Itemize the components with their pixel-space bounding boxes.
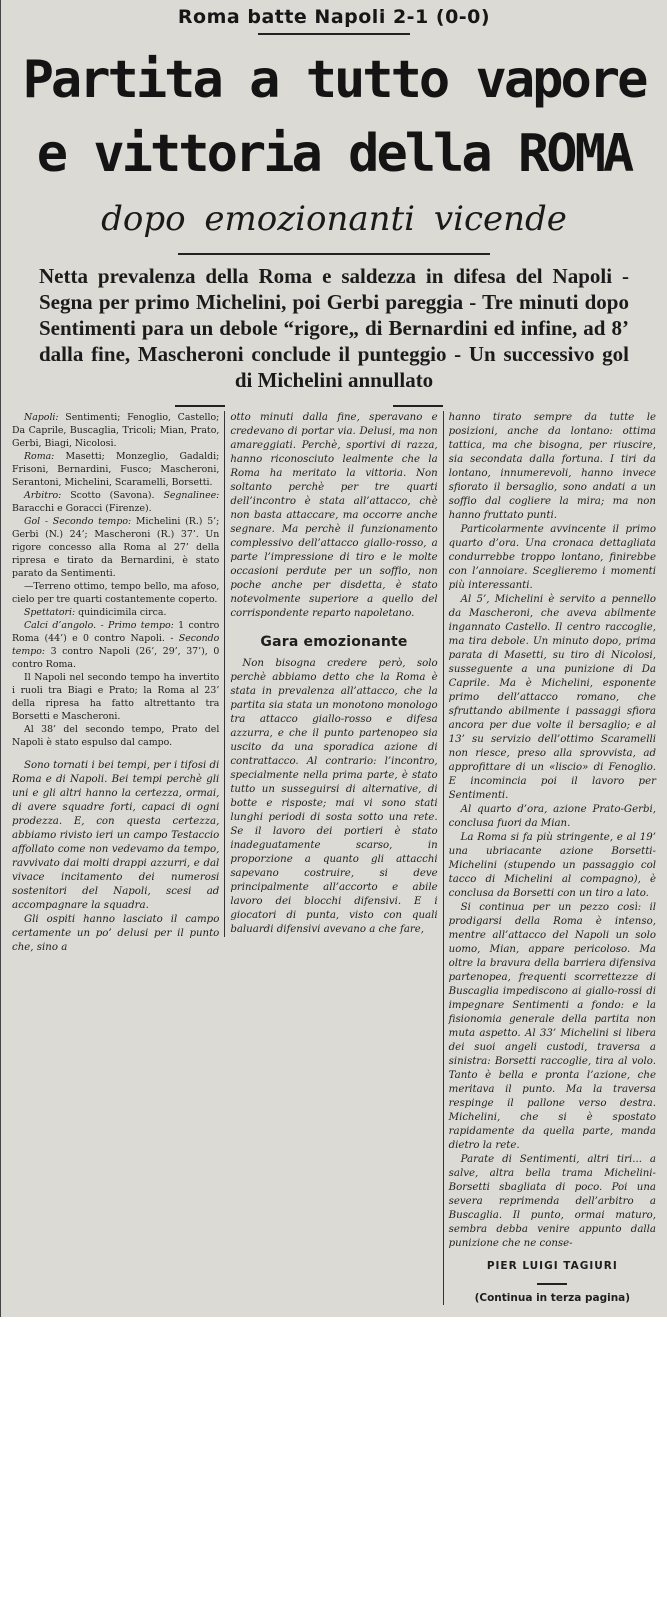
goals-label: Gol - Secondo tempo: xyxy=(24,516,132,527)
first-half-corners: 1 contro Roma (44’) e 0 contro Napoli. - xyxy=(12,620,220,644)
linesmen-names: Baracchi e Goracci (Firenze). xyxy=(12,503,152,514)
article-columns xyxy=(7,411,661,1305)
referee-name: Scotto (Savona). xyxy=(70,490,155,501)
body-paragraph: Non bisogna credere però, solo perchè abbiamo detto che la Roma è stata in prevalenza all’attacco, che la partita sia stata un monotono monologo tra attacco giallo-rosso e difesa azzurra, e che il punto partenopeo sia uscito da una sporadica azione di contrattacco. Al contrario: l’incontro, specialmente nella prima parte, è stato tutto un susseguirsi di alternative, di botte e risposte; mai vi sono stati lunghi periodi di sosta sotto una rete. Se il lavoro dei portieri è stato inadeguatamente scarso, in proporzione a quanto gli attacchi sapevano costruire, si deve principalmente all’accorto e abile lavoro dei blocchi difensivi. E i giocatori di punta, visto con quali baluardi difensivi avevano a che fare, xyxy=(230,658,438,935)
goals-line xyxy=(12,515,219,580)
body-paragraph: Particolarmente avvincente il primo quarto d’ora. Una cronaca dettagliata condurrebbe troppo lontano, finirebbe con l’annoiare. Sceglieremo i momenti più interessanti. xyxy=(448,524,656,591)
goals-text: Michelini (R.) 5’; Gerbi (N.) 24’; Mascheroni (R.) 37’. Un rigore concesso alla Roma al 27’ della ripresa e tirato da Bernardini, è stato parato da Sentimenti. xyxy=(12,516,220,579)
spectators-label: Spettatori: xyxy=(24,607,76,618)
spectators-line xyxy=(12,606,219,619)
body-paragraph: otto minuti dalla fine, speravano e credevano di portar via. Delusi, ma non amareggiati. Perchè, sportivi di razza, hanno riconosciuto lealmente che la Roma ha meritato la vittoria. Non soltanto perchè per tre quarti dell’incontro è stata all’attacco, chè non basta attaccare, ma occorre anche segnare. Ma perchè il funzionamento complessivo dell’attacco giallo-rosso, a parte l’impressione di tiro e le molte occasioni perdute per un soffio, non poche anche per disdetta, è stato notevolmente superiore a quello del corrispondente reparto napoletano. xyxy=(230,412,438,619)
referee-label: Arbitro: xyxy=(24,490,62,501)
column-top-rule xyxy=(443,405,661,407)
column-1 xyxy=(7,411,224,955)
linesmen-label: Segnalinee: xyxy=(163,490,220,501)
expulsion-line: Al 38’ del secondo tempo, Prato del Napoli è stato espulso dal campo. xyxy=(12,724,220,748)
column-top-rule xyxy=(7,405,225,407)
subheadline: dopo emozionanti vicende xyxy=(101,199,567,239)
lineup-roma-label: Roma: xyxy=(24,451,55,462)
byline: PIER LUIGI TAGIURI xyxy=(486,1260,618,1272)
column-top-rule xyxy=(225,405,443,407)
spectators-value: quindicimila circa. xyxy=(78,607,167,618)
corners-label: Calci d’angolo. - xyxy=(24,620,104,631)
column-top-rules xyxy=(7,405,661,407)
column-3 xyxy=(443,411,661,1305)
column-2 xyxy=(224,411,442,937)
summary-deck: Netta prevalenza della Roma e saldezza in difesa del Napoli - Segna per primo Michelini, poi Gerbi pareggia - Tre minuti dopo Sentimenti para un debole “rigore„ di Bernardini ed infine, ad 8’ dalla fine, Mascheroni conclude il punteggio - Un successivo gol di Michelini annullato xyxy=(39,264,629,392)
headline-line-2: e vittoria della ROMA xyxy=(36,124,632,184)
referee-line xyxy=(12,489,219,515)
second-half-label: Secondo tempo: xyxy=(12,633,220,657)
weather-line: —Terreno ottimo, tempo bello, ma afoso, cielo per tre quarti costantemente coperto. xyxy=(12,581,220,605)
byline-rule xyxy=(537,1283,567,1285)
body-paragraph: Al 5’, Michelini è servito a pennello da Mascheroni, che aveva abilmente ingannato Castello. Il centro raccoglie, ma tira debole. Un minuto dopo, prima parata di Masetti, su tiro di Nicolosi, susseguente a una punizione di Da Caprile. Ma è Michelini, esponente primo dell’attacco romano, che sfruttando abilmente i passaggi sfiora ancora per due volte il bersaglio; e al 13’ su servizio dell’ottimo Scaramelli non riesce, preso alla sprovvista, ad approfittare di un «liscio» di Fenoglio. E incomincia poi il lavoro per Sentimenti. xyxy=(448,594,656,801)
lineup-roma xyxy=(12,450,219,489)
kicker-rule xyxy=(258,33,410,35)
lineup-napoli-players: Sentimenti; Fenoglio, Castello; Da Caprile, Buscaglia, Tricoli; Mian, Prato, Gerbi, Biagi, Nicolosi. xyxy=(12,412,220,449)
section-heading: Gara emozionante xyxy=(260,634,408,650)
body-paragraph: Sono tornati i bei tempi, per i tifosi di Roma e di Napoli. Bei tempi perchè gli uni e gli altri hanno la certezza, ormai, di avere squadre forti, capaci di ogni prodezza. E, con questa certezza, abbiamo rivisto ieri un campo Testaccio affollato come non vedevamo da tempo, ravvivato dai molti drappi azzurri, e dal vivace incitamento dei numerosi sostenitori del Napoli, scesi ad accompagnare la squadra. xyxy=(12,760,220,911)
body-paragraph: Si continua per un pezzo così: il prodigarsi della Roma è intenso, mentre all’attacco del Napoli un solo uomo, Mian, appare pericoloso. Ma oltre la bravura della barriera difensiva partenopea, frequenti scorrettezze di Buscaglia impediscono ai giallo-rossi di impegnare Sentimenti a fondo: e la fisionomia generale della partita non muta aspetto. Al 33’ Michelini si libera dei suoi angeli custodi, traversa a sinistra: Borsetti raccoglie, tira al volo. Tanto è bella e pronta l’azione, che meritava il punto. Ma la traversa respinge il pallone verso destra. Michelini, che si è spostato rapidamente da quella parte, manda dietro la rete. xyxy=(448,902,656,1151)
first-half-label: Primo tempo: xyxy=(108,620,174,631)
continuation-note: (Continua in terza pagina) xyxy=(474,1292,631,1304)
lineup-roma-players: Masetti; Monzeglio, Gadaldi; Frisoni, Bernardini, Fusco; Mascheroni, Serantoni, Michelini, Scaramelli, Borsetti. xyxy=(12,451,220,488)
body-paragraph: La Roma si fa più stringente, e al 19’ una ubriacante azione Borsetti-Michelini (stupendo un passaggio col tacco di Michelini al compagno), è conclusa da Borsetti con un tiro a lato. xyxy=(448,832,656,899)
headline-line-1: Partita a tutto vapore xyxy=(22,50,646,110)
roles-line: Il Napoli nel secondo tempo ha invertito i ruoli tra Biagi e Prato; la Roma al 23’ della ripresa ha fatto altrettanto tra Borsetti e Mascheroni. xyxy=(12,672,220,722)
lineup-napoli-label: Napoli: xyxy=(24,412,59,423)
body-paragraph: Parate di Sentimenti, altri tiri... a salve, altra bella trama Michelini-Borsetti sbagliata di poco. Poi una severa reprimenda dell’arbitro a Buscaglia. Il punto, ormai maturo, sembra debba venire appunto dalla punizione che ne conse- xyxy=(448,1154,656,1249)
corners-line xyxy=(12,619,219,671)
body-paragraph: hanno tirato sempre da tutte le posizioni, anche da lontano: ottima tattica, ma che bisogna, per riuscire, sia secondata dalla fortuna. I tiri da lontano, innumerevoli, hanno invece sfiorato il bersaglio, sono andati a un soffio dal cogliere la mira; ma non hanno fruttato punti. xyxy=(448,412,656,521)
second-half-corners: 3 contro Napoli (26’, 29’, 37’), 0 contro Roma. xyxy=(12,646,220,670)
body-paragraph: Al quarto d’ora, azione Prato-Gerbi, conclusa fuori da Mian. xyxy=(448,804,656,829)
kicker: Roma batte Napoli 2-1 (0-0) xyxy=(177,6,491,28)
lineup-napoli xyxy=(12,411,219,450)
lineups-box xyxy=(12,411,219,749)
subheadline-rule xyxy=(178,253,490,255)
body-paragraph: Gli ospiti hanno lasciato il campo certamente un po’ delusi per il punto che, sino a xyxy=(12,914,220,953)
